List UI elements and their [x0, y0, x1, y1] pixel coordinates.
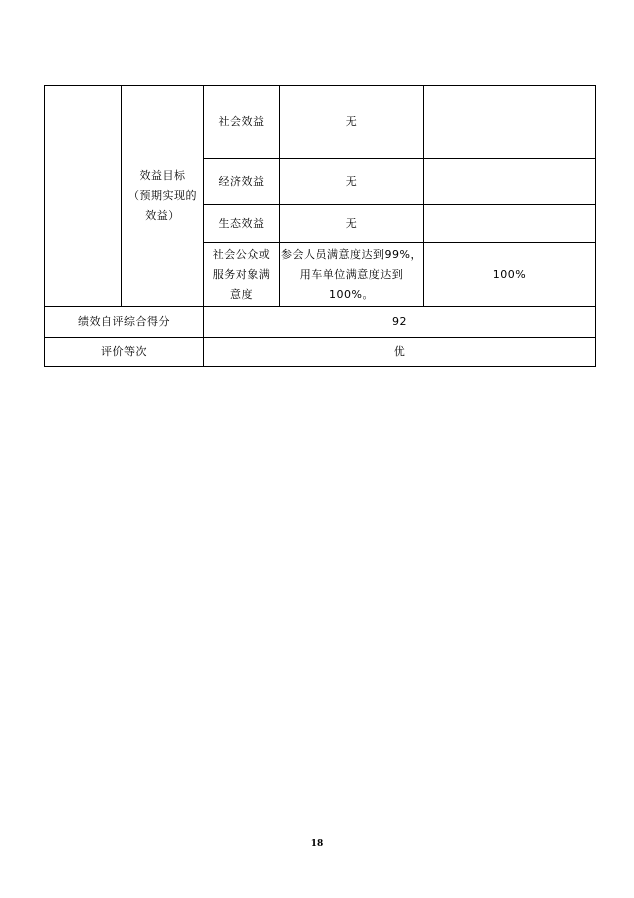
actual-cell	[424, 159, 596, 205]
target-cell: 无	[280, 86, 424, 159]
target-cell: 无	[280, 159, 424, 205]
target-cell	[280, 243, 424, 307]
score-value: 92	[204, 307, 596, 338]
score-row	[45, 307, 596, 338]
performance-table	[44, 85, 596, 367]
blank-cell	[45, 86, 122, 307]
indicator-line: 服务对象满	[212, 267, 271, 281]
indicator-cell: 社会效益	[204, 86, 280, 159]
target-cell: 无	[280, 205, 424, 243]
target-line: 参会人员满意度达到99%，	[281, 247, 422, 261]
indicator-cell: 生态效益	[204, 205, 280, 243]
actual-cell	[424, 86, 596, 159]
actual-cell: 100%	[424, 243, 596, 307]
table-row	[45, 86, 596, 159]
actual-cell	[424, 205, 596, 243]
page-number: 18	[310, 839, 324, 849]
category-label-line: 效益）	[145, 209, 180, 222]
indicator-line: 意度	[230, 287, 253, 301]
category-label-line: 效益目标	[139, 169, 186, 182]
category-label-line: （预期实现的	[128, 189, 197, 202]
grade-label: 评价等次	[45, 338, 204, 367]
grade-row	[45, 338, 596, 367]
grade-value: 优	[204, 338, 596, 367]
indicator-cell	[204, 243, 280, 307]
category-label-cell	[122, 86, 204, 307]
score-label: 绩效自评综合得分	[45, 307, 204, 338]
target-line: 100%。	[329, 287, 374, 301]
target-line: 用车单位满意度达到	[299, 267, 404, 281]
indicator-cell: 经济效益	[204, 159, 280, 205]
indicator-line: 社会公众或	[212, 247, 271, 261]
